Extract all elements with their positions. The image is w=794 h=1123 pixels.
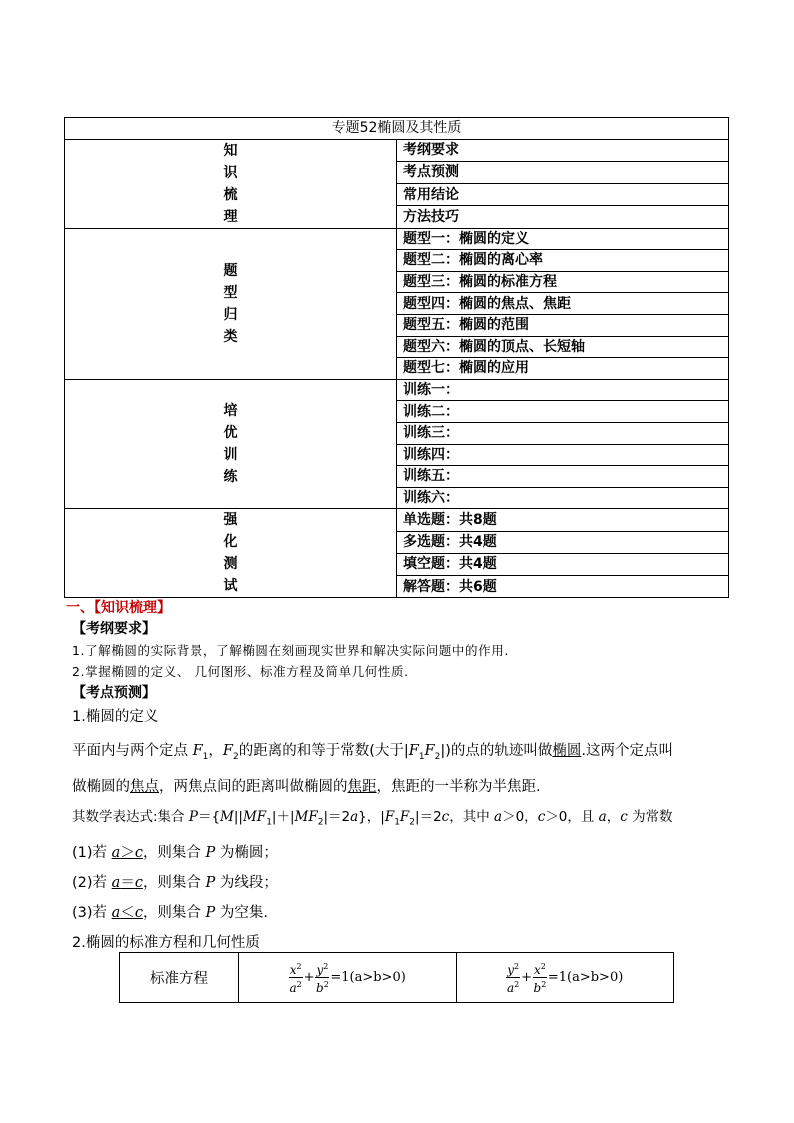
toc-item: 解答题：共6题	[397, 576, 729, 598]
kgyq-item-1: 1.了解椭圆的实际背景，了解椭圆在刻画现实世界和解决实际问题中的作用.	[72, 643, 509, 658]
toc-item: 训练六：	[397, 487, 729, 509]
toc-side-char: 型	[223, 284, 238, 301]
toc-side-char: 练	[223, 469, 238, 486]
toc-row	[65, 379, 729, 401]
toc-row	[65, 139, 729, 161]
toc-side-char: 归	[223, 306, 238, 323]
case-2: (2)若 a＝c，则集合 P 为线段；	[72, 874, 278, 891]
kgyq-heading: 【考纲要求】	[72, 621, 156, 637]
section-heading: 一、【知识梳理】	[66, 600, 171, 616]
toc-side-char: 训	[223, 447, 238, 464]
toc-side-label	[65, 379, 397, 509]
toc-side-char: 化	[223, 534, 238, 551]
toc-side-char: 优	[223, 425, 238, 442]
toc-side-char: 梳	[223, 186, 238, 203]
case-3: (3)若 a＜c，则集合 P 为空集.	[72, 904, 269, 921]
toc-item: 常用结论	[397, 184, 729, 206]
toc-side-char: 测	[223, 556, 238, 573]
toc-item: 单选题：共8题	[397, 509, 729, 531]
std-eq-vertical: $\frac{y^2}{a^2}$ + $\frac{x^2}{b^2}$ =1(a>b>0)	[456, 953, 674, 1003]
toc-item: 题型七：椭圆的应用	[397, 358, 729, 380]
std-eq-horizontal: $\frac{x^2}{a^2}$ + $\frac{y^2}{b^2}$ =1(a>b>0)	[239, 953, 457, 1003]
kdyc-heading: 【考点预测】	[72, 685, 156, 701]
toc-side-label	[65, 509, 397, 598]
toc-side-char: 培	[223, 403, 238, 420]
toc-item: 训练一：	[397, 379, 729, 401]
toc-item: 题型四：椭圆的焦点、焦距	[397, 293, 729, 315]
toc-item: 题型六：椭圆的顶点、长短轴	[397, 336, 729, 358]
def-para-1: 平面内与两个定点 $F_1$，$F_2$的距离的和等于常数(大于$|F_1F_2|$)的点的轨迹叫做椭圆.这两个定点叫	[72, 743, 674, 762]
toc-side-char: 强	[223, 512, 238, 529]
toc-item: 方法技巧	[397, 206, 729, 228]
toc-side-label	[65, 228, 397, 379]
toc-item: 填空题：共4题	[397, 553, 729, 575]
toc-side-label	[65, 139, 397, 228]
toc-item: 训练三：	[397, 422, 729, 444]
def-heading: 1.椭圆的定义	[72, 709, 159, 725]
toc-side-char: 类	[223, 328, 238, 345]
toc-item: 训练五：	[397, 466, 729, 488]
toc-side-char: 知	[223, 142, 238, 159]
toc-row	[65, 228, 729, 250]
toc-item: 考纲要求	[397, 139, 729, 161]
toc-item: 多选题：共4题	[397, 531, 729, 553]
content	[66, 598, 732, 958]
def-para-3: 其数学表达式:集合 $P=\{M||MF_1|+|MF_2|=2a\}$，$|F_1F_2|=2c$，其中 a＞0，c＞0，且 a，c 为常数	[72, 808, 673, 828]
toc-item: 题型一：椭圆的定义	[397, 228, 729, 250]
toc-side-char: 理	[223, 208, 238, 225]
toc-item: 训练四：	[397, 444, 729, 466]
toc-item: 训练二：	[397, 401, 729, 423]
toc-row	[65, 509, 729, 531]
def-para-2: 做椭圆的焦点，两焦点间的距离叫做椭圆的焦距，焦距的一半称为半焦距.	[72, 778, 541, 795]
std-heading: 2.椭圆的标准方程和几何性质	[72, 934, 260, 951]
toc-item: 题型五：椭圆的范围	[397, 314, 729, 336]
toc-title: 专题52椭圆及其性质	[65, 118, 729, 140]
toc-side-char: 识	[223, 164, 238, 181]
toc-side-char: 题	[223, 262, 238, 279]
standard-equation-table	[119, 952, 674, 1003]
toc-item: 考点预测	[397, 161, 729, 183]
toc-item: 题型二：椭圆的离心率	[397, 250, 729, 272]
toc-side-char: 试	[223, 578, 238, 595]
case-1: (1)若 a＞c，则集合 P 为椭圆；	[72, 844, 278, 861]
kgyq-item-2: 2.掌握椭圆的定义、 几何图形、标准方程及简单几何性质.	[72, 664, 409, 679]
toc-table	[64, 117, 729, 598]
toc-item: 题型三：椭圆的标准方程	[397, 271, 729, 293]
std-label: 标准方程	[120, 953, 239, 1003]
